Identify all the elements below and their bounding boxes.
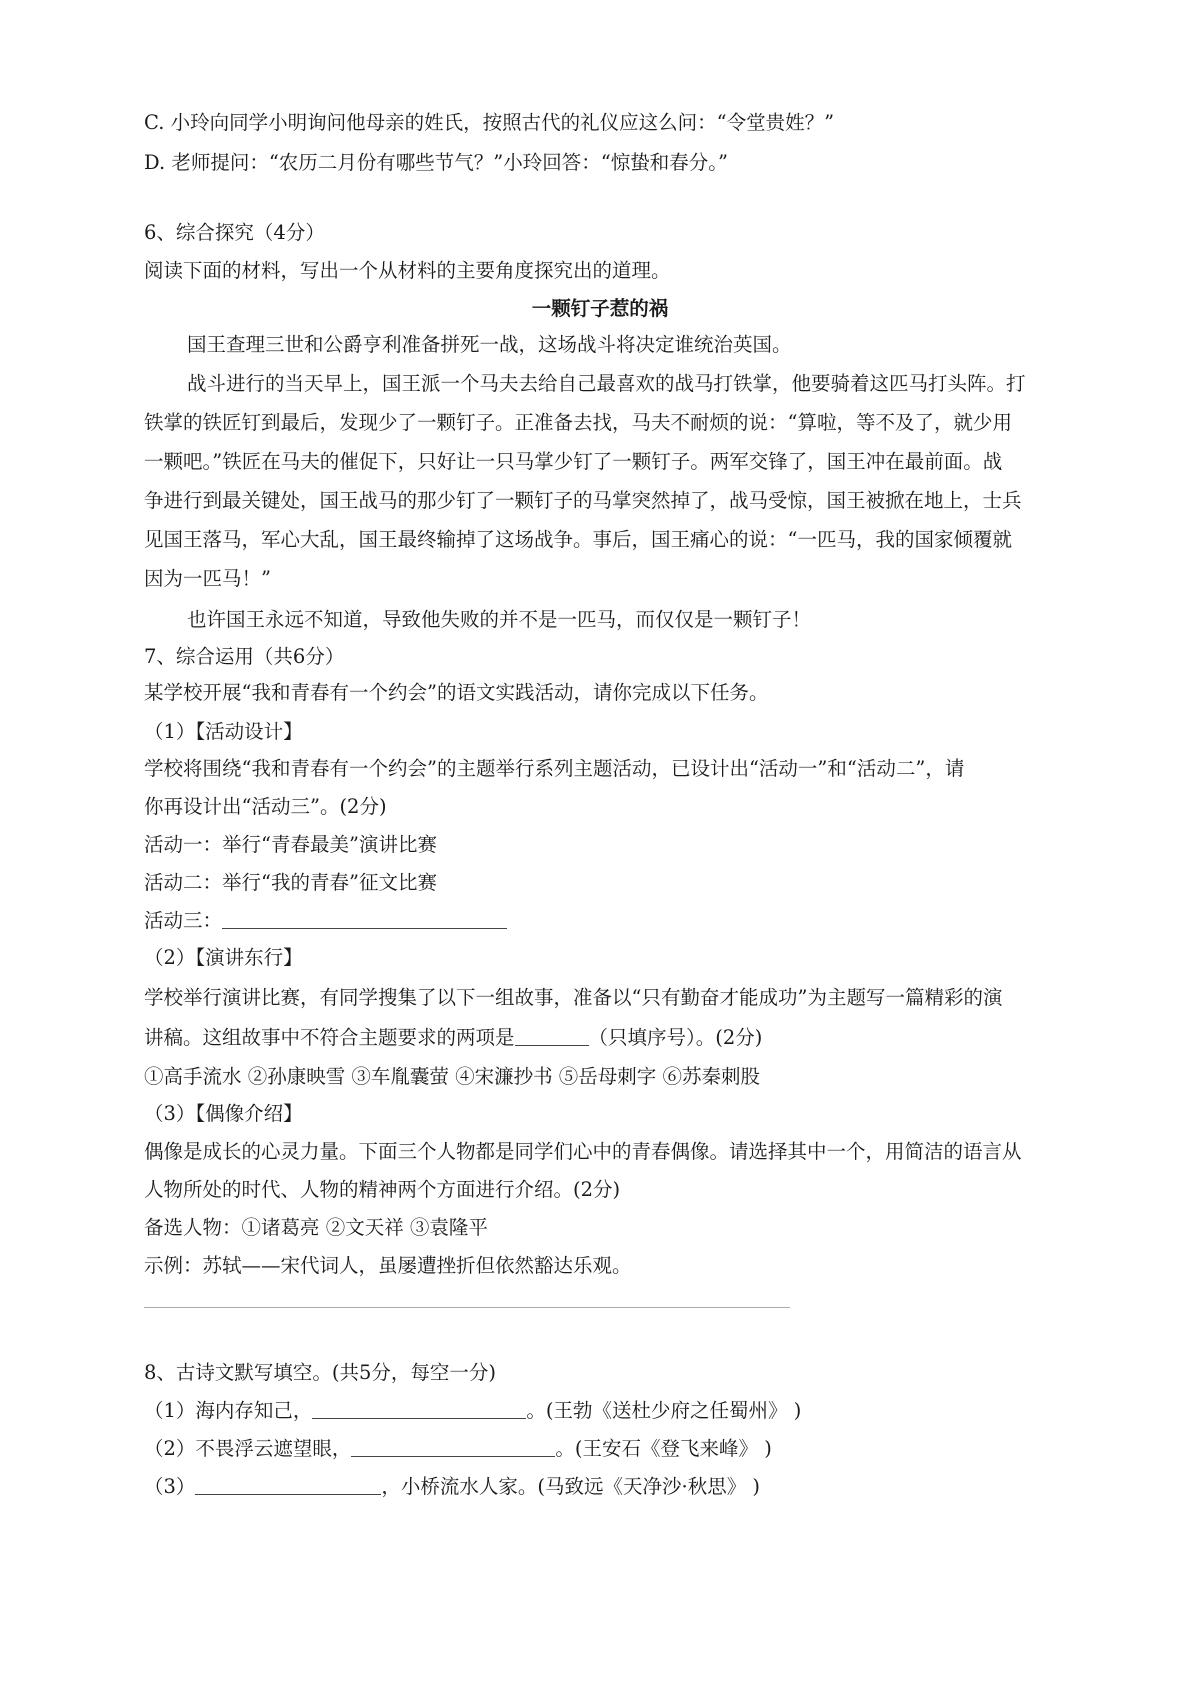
story-line: 战斗进行的当天早上，国王派一个马夫去给自己最喜欢的战马打铁掌，他要骑着这匹马打头阵。打 — [187, 372, 1026, 395]
poem-pre: （2）不畏浮云遮望眼， — [144, 1437, 352, 1460]
activity-three-blank[interactable] — [222, 928, 507, 929]
poem-pre: （3） — [144, 1475, 196, 1498]
story-line: 也许国王永远不知道，导致他失败的并不是一匹马，而仅仅是一颗钉子！ — [187, 608, 812, 631]
q7-part3-text: 偶像是成长的心灵力量。下面三个人物都是同学们心中的青春偶像。请选择其中一个，用简洁的语言从 — [144, 1140, 1022, 1163]
q7-part1-text: 学校将围绕“我和青春有一个约会”的主题举行系列主题活动，已设计出“活动一”和“活动二”，请 — [144, 757, 965, 780]
story-line: 见国王落马，军心大乱，国王最终输掉了这场战争。事后，国王痛心的说：“一匹马，我的国家倾覆就 — [144, 528, 1012, 551]
q5-option-c: C. 小玲向同学小明询问他母亲的姓氏，按照古代的礼仪应这么问：“令堂贵姓？” — [144, 111, 835, 134]
q7-part2-label: （2）【演讲东行】 — [144, 946, 303, 969]
poem-post: ，小桥流水人家。(马致远《天净沙·秋思》 ) — [381, 1475, 761, 1498]
activity-three — [144, 911, 507, 931]
q7-part2-text-a: 讲稿。这组故事中不符合主题要求的两项是 — [144, 1026, 515, 1049]
q7-intro: 某学校开展“我和青春有一个约会”的语文实践活动，请你完成以下任务。 — [144, 681, 769, 704]
poem-blank-item — [144, 1477, 760, 1497]
q7-part3-label: （3）【偶像介绍】 — [144, 1102, 303, 1125]
answer-line[interactable] — [144, 1307, 790, 1308]
story-title: 一颗钉子惹的祸 — [531, 297, 669, 320]
q8-heading: 8、古诗文默写填空。(共5分，每空一分) — [144, 1361, 497, 1384]
q5-option-d: D. 老师提问：“农历二月份有哪些节气？”小玲回答：“惊蛰和春分。” — [144, 151, 728, 174]
poem-blank[interactable] — [351, 1456, 555, 1457]
answer-blank[interactable] — [515, 1045, 589, 1046]
story-line: 争进行到最关键处，国王战马的那少钉了一颗钉子的马掌突然掉了，战马受惊，国王被掀在地上，士兵 — [144, 489, 1022, 512]
candidate-figures: 备选人物：①诸葛亮 ②文天祥 ③袁隆平 — [144, 1216, 488, 1239]
q7-heading: 7、综合运用（共6分） — [144, 645, 345, 668]
poem-pre: （1）海内存知己， — [144, 1399, 313, 1422]
activity-two: 活动二：举行“我的青春”征文比赛 — [144, 871, 437, 894]
q7-part2-text — [144, 1028, 762, 1048]
q7-part3-text: 人物所处的时代、人物的精神两个方面进行介绍。(2分) — [144, 1178, 621, 1201]
story-line: 因为一匹马！” — [144, 567, 271, 590]
q6-instruction: 阅读下面的材料，写出一个从材料的主要角度探究出的道理。 — [144, 259, 671, 282]
q6-heading: 6、综合探究（4分） — [144, 221, 325, 244]
q7-part1-label: （1）【活动设计】 — [144, 720, 303, 743]
activity-one: 活动一：举行“青春最美”演讲比赛 — [144, 833, 437, 856]
q7-part2-text: 学校举行演讲比赛，有同学搜集了以下一组故事，准备以“只有勤奋才能成功”为主题写一篇精彩的演 — [144, 986, 1003, 1009]
story-line: 一颗吧。”铁匠在马夫的催促下，只好让一只马掌少钉了一颗钉子。两军交锋了，国王冲在最前面。战 — [144, 450, 1003, 473]
story-options: ①高手流水 ②孙康映雪 ③车胤囊萤 ④宋濂抄书 ⑤岳母刺字 ⑥苏秦刺股 — [144, 1065, 760, 1088]
poem-blank[interactable] — [195, 1494, 381, 1495]
poem-blank[interactable] — [312, 1418, 526, 1419]
poem-blank-item — [144, 1401, 801, 1421]
story-line: 国王查理三世和公爵亨利准备拼死一战，这场战斗将决定谁统治英国。 — [187, 333, 792, 356]
q7-part2-text-b: （只填序号）。(2分) — [588, 1026, 763, 1049]
story-line: 铁掌的铁匠钉到最后，发现少了一颗钉子。正准备去找，马夫不耐烦的说：“算啦，等不及了，就少用 — [144, 411, 1012, 434]
poem-blank-item — [144, 1439, 772, 1459]
poem-post: 。(王安石《登飞来峰》 ) — [555, 1437, 772, 1460]
example-answer: 示例：苏轼——宋代词人，虽屡遭挫折但依然豁达乐观。 — [144, 1254, 632, 1277]
poem-post: 。(王勃《送杜少府之任蜀州》 ) — [526, 1399, 802, 1422]
activity-three-label: 活动三： — [144, 909, 223, 932]
q7-part1-text: 你再设计出“活动三”。(2分) — [144, 795, 387, 818]
